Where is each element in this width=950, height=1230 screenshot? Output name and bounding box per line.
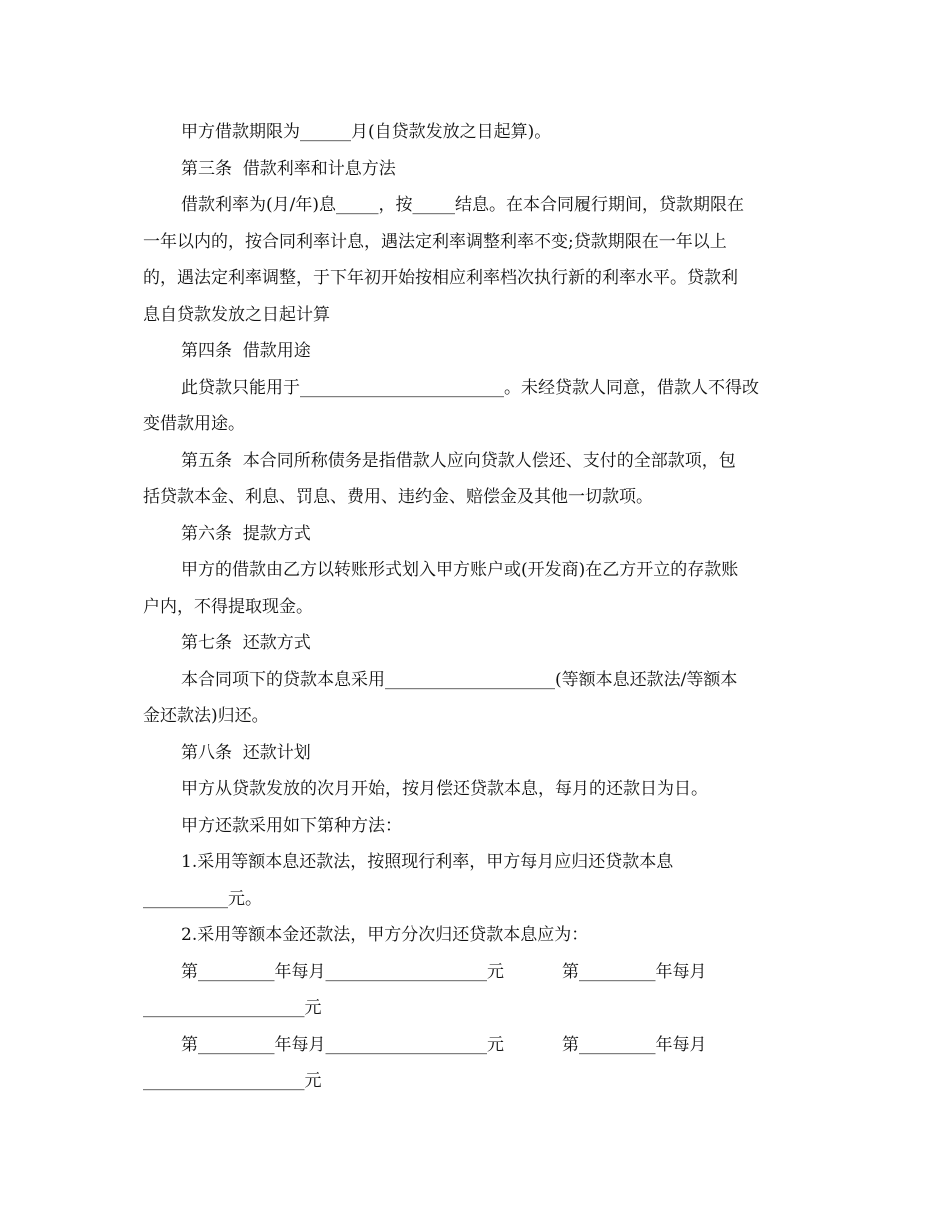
text-line: 甲方的借款由乙方以转账形式划入甲方账户或(开发商)在乙方开立的存款账 <box>181 560 739 580</box>
text-line: 此贷款只能用于________________________。未经贷款人同意，借款人不得改 <box>181 377 759 398</box>
schedule-row <box>143 1027 808 1100</box>
document-body <box>143 114 808 1100</box>
article-4-body <box>143 370 808 443</box>
text-line: 的，遇法定利率调整，于下年初开始按相应利率档次执行新的利率水平。贷款利 <box>143 268 738 288</box>
text-line: 本合同项下的贷款本息采用____________________(等额本息还款法/等额本 <box>181 669 738 690</box>
article-3-heading: 第三条 借款利率和计息方法 <box>181 158 396 179</box>
article-3-body <box>143 187 808 333</box>
text-line: 第五条 本合同所称债务是指借款人应向贷款人偿还、支付的全部款项，包 <box>181 450 736 471</box>
text-line: 变借款用途。 <box>143 414 245 434</box>
article-7-body <box>143 662 808 735</box>
schedule-row-line <box>143 954 808 991</box>
text-line: __________元。 <box>143 888 262 909</box>
text-line: 息自贷款发放之日起计算 <box>143 304 330 325</box>
text-line: 金还款法)归还。 <box>143 706 269 726</box>
text-line: 2.采用等额本金还款法，甲方分次归还贷款本息应为： <box>181 925 589 945</box>
article-8-body-1 <box>143 771 808 808</box>
schedule-entry-second: 第_________年每月 <box>562 961 707 982</box>
schedule-row-tail: ___________________元 <box>143 998 322 1018</box>
schedule-row-tail: ___________________元 <box>143 1071 322 1091</box>
schedule-entry-second: 第_________年每月 <box>562 1034 707 1055</box>
article-6-heading: 第六条 提款方式 <box>181 523 311 544</box>
article-8-body-2 <box>143 808 808 845</box>
schedule-entry-first: 第_________年每月___________________元 <box>181 961 504 982</box>
text-line: 一年以内的，按合同利率计息，遇法定利率调整利率不变;贷款期限在一年以上 <box>143 231 727 252</box>
text-line: 借款利率为(月/年)息_____，按_____结息。在本合同履行期间，贷款期限在 <box>181 195 744 215</box>
article-5-body <box>143 443 808 516</box>
article-7-heading: 第七条 还款方式 <box>181 633 311 653</box>
repayment-method-2 <box>143 917 808 954</box>
paragraph-term-limit <box>143 114 808 151</box>
text-line: 括贷款本金、利息、罚息、费用、违约金、赔偿金及其他一切款项。 <box>143 487 653 507</box>
text-line: 甲方借款期限为______月(自贷款发放之日起算)。 <box>181 122 552 142</box>
schedule-row <box>143 954 808 1027</box>
article-8-heading: 第八条 还款计划 <box>181 742 311 763</box>
repayment-method-1 <box>143 844 808 917</box>
text-line: 甲方从贷款发放的次月开始，按月偿还贷款本息，每月的还款日为日。 <box>181 779 708 799</box>
article-4-heading: 第四条 借款用途 <box>181 341 311 361</box>
schedule-entry-first: 第_________年每月___________________元 <box>181 1034 504 1055</box>
text-line: 1.采用等额本息还款法，按照现行利率，甲方每月应归还贷款本息 <box>181 852 674 872</box>
article-6-body <box>143 552 808 625</box>
schedule-row-line <box>143 1027 808 1064</box>
text-line: 户内，不得提取现金。 <box>143 596 313 617</box>
text-line: 甲方还款采用如下第种方法： <box>181 815 402 836</box>
